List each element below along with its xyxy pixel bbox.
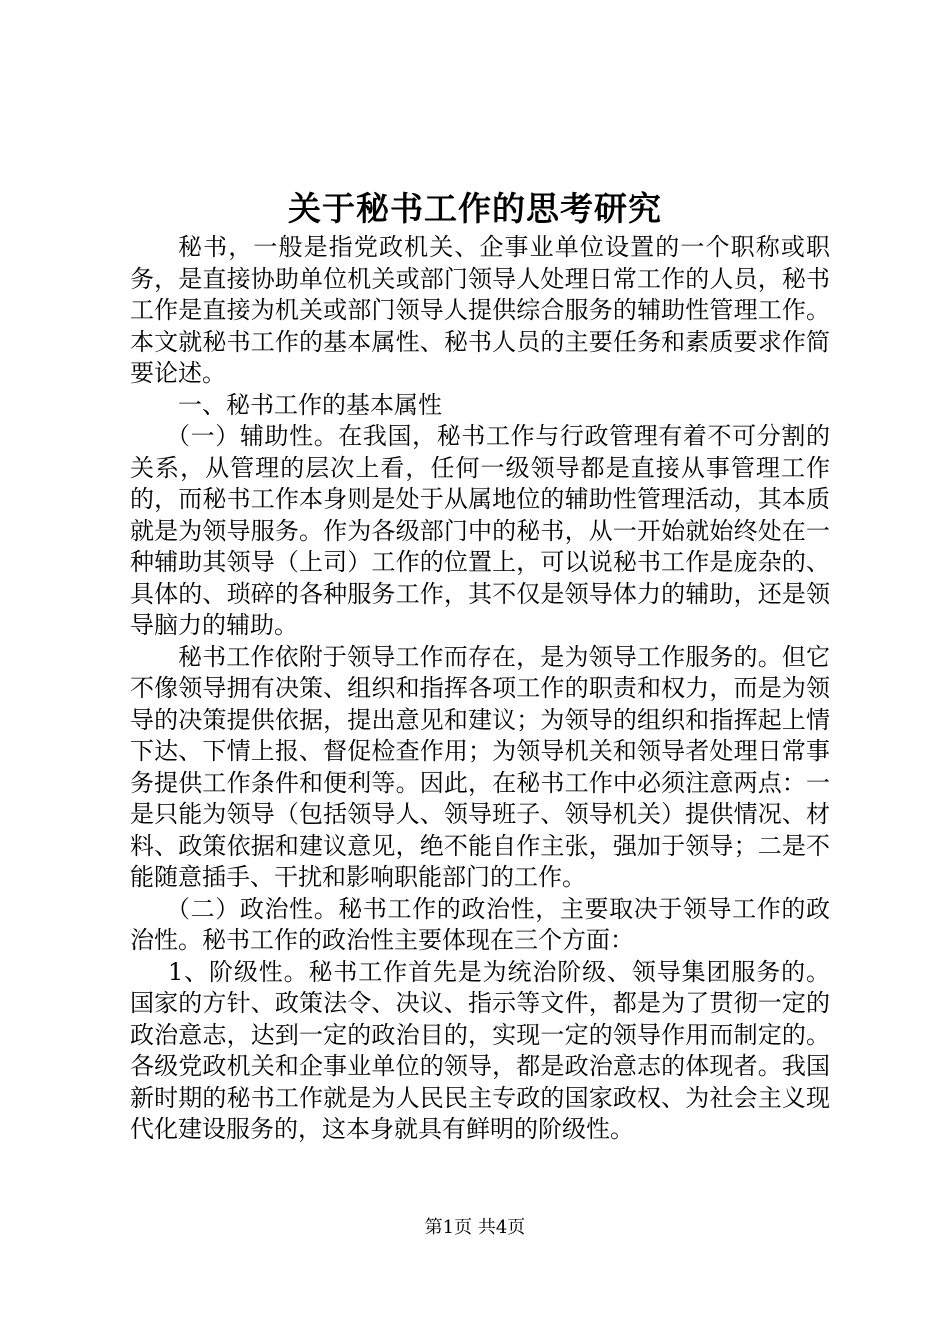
document-title: 关于秘书工作的思考研究 [288,189,662,228]
paragraph-intro: 秘书，一般是指党政机关、企事业单位设置的一个职称或职务，是直接协助单位机关或部门领导人处理日常工作的人员，秘书工作是直接为机关或部门领导人提供综合服务的辅助性管理工作。本文就秘书工作的基本属性、秘书人员的主要任务和素质要求作简要论述。 [130,233,830,387]
page-footer: 第1页 共4页 [424,1217,526,1238]
paragraph-auxiliary: （一）辅助性。在我国，秘书工作与行政管理有着不可分割的关系，从管理的层次上看，任何一级领导都是直接从事管理工作的，而秘书工作本身则是处于从属地位的辅助性管理活动，其本质就是为领导服务。作为各级部门中的秘书，从一开始就始终处在一种辅助其领导（上司）工作的位置上，可以说秘书工作是庞杂的、具体的、琐碎的各种服务工作，其不仅是领导体力的辅助，还是领导脑力的辅助。 [130,422,830,639]
paragraph-political: （二）政治性。秘书工作的政治性，主要取决于领导工作的政治性。秘书工作的政治性主要体现在三个方面： [130,894,830,954]
paragraph-class-nature: 1、阶级性。秘书工作首先是为统治阶级、领导集团服务的。国家的方针、政策法令、决议、指示等文件，都是为了贯彻一定的政治意志，达到一定的政治目的，实现一定的领导作用而制定的。各级党政机关和企事业单位的领导，都是政治意志的体现者。我国新时期的秘书工作就是为人民民主专政的国家政权、为社会主义现代化建设服务的，这本身就具有鲜明的阶级性。 [130,957,830,1143]
paragraph-dependency: 秘书工作依附于领导工作而存在，是为领导工作服务的。但它不像领导拥有决策、组织和指挥各项工作的职责和权力，而是为领导的决策提供依据，提出意见和建议；为领导的组织和指挥起上情下达、下情上报、督促检查作用；为领导机关和领导者处理日常事务提供工作条件和便利等。因此，在秘书工作中必须注意两点：一是只能为领导（包括领导人、领导班子、领导机关）提供情况、材料、政策依据和建议意见，绝不能自作主张，强加于领导；二是不能随意插手、干扰和影响职能部门的工作。 [130,642,830,891]
section-heading-1: 一、秘书工作的基本属性 [178,390,442,419]
document-body [130,232,830,1146]
